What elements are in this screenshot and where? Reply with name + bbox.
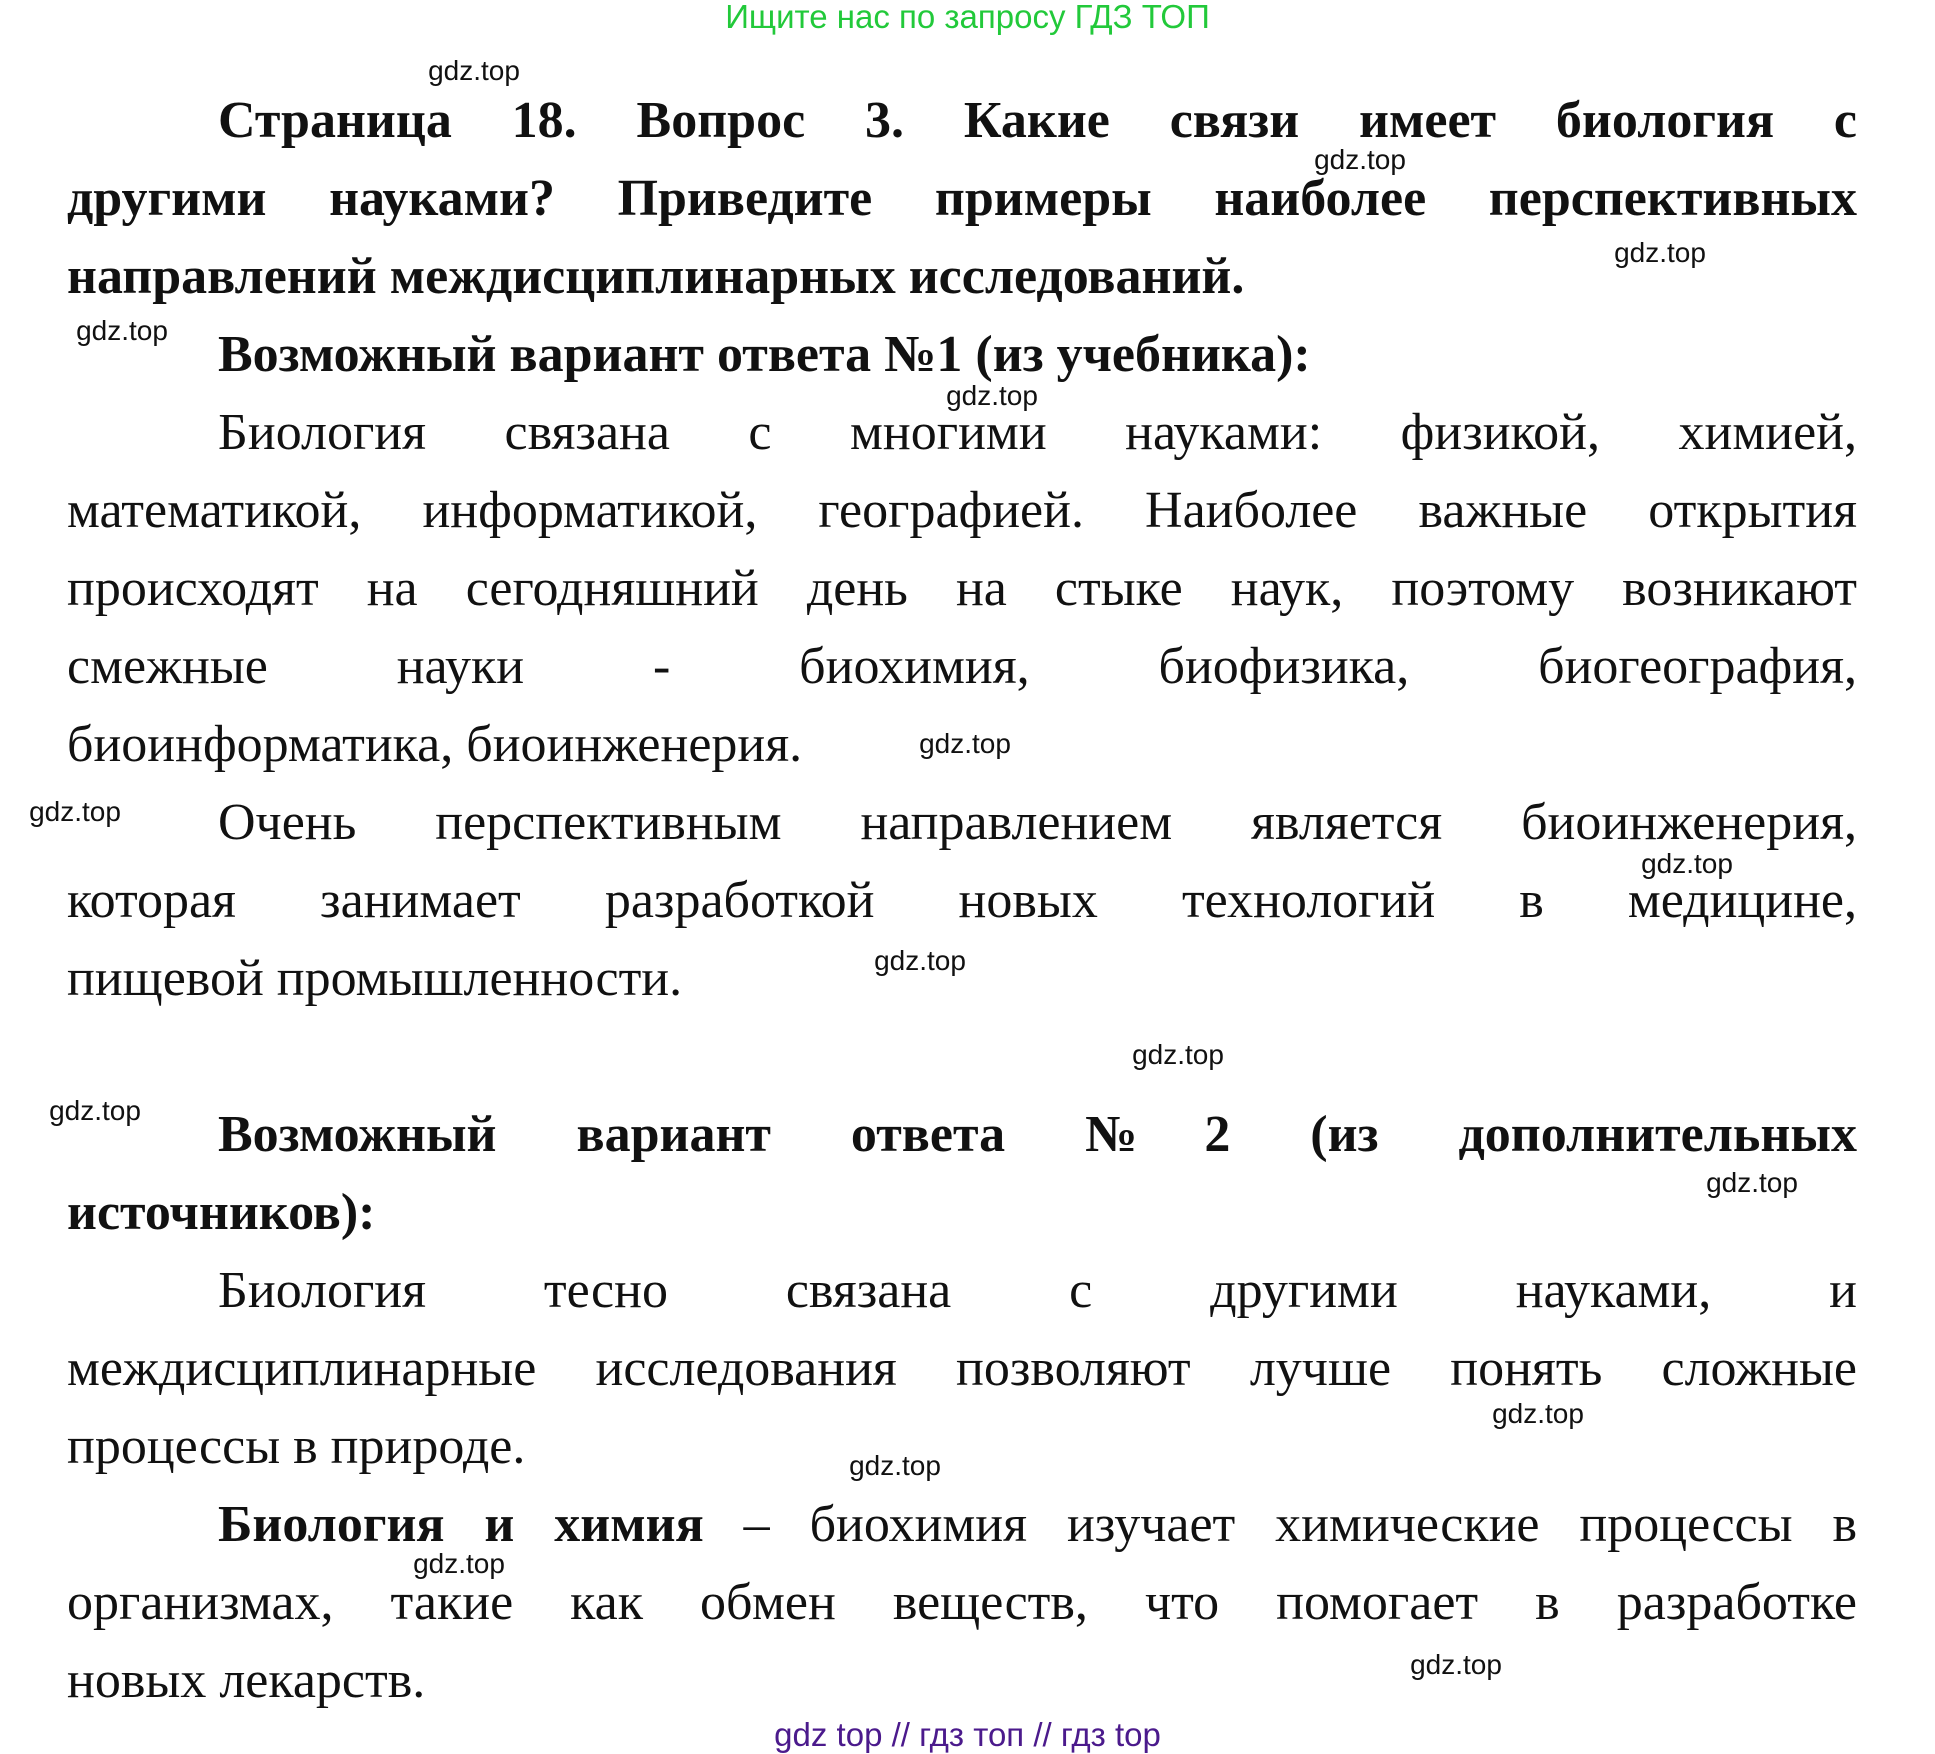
body-text: процессы в природе. (67, 1418, 526, 1475)
answer-document (67, 82, 1857, 1720)
watermark: gdz.top (1132, 1039, 1224, 1070)
body-text: организмах, такие как обмен веществ, что помогает в разработке (67, 1574, 1857, 1631)
body-text: новых лекарств. (67, 1652, 426, 1709)
body-text: математикой, информатикой, географией. Наиболее важные открытия (67, 482, 1857, 539)
body-text: смежные науки - биохимия, биофизика, биогеография, (67, 638, 1857, 695)
bold-text: Страница 18. Вопрос 3. Какие связи имеет биология с (218, 92, 1857, 149)
text-line (67, 1174, 1857, 1252)
body-text: Биология тесно связана с другими науками, и (218, 1262, 1857, 1319)
bold-text: источников): (67, 1184, 376, 1241)
watermark: gdz.top (29, 796, 121, 827)
text-line (67, 1252, 1857, 1330)
body-text: Очень перспективным направлением является биоинженерия, (218, 794, 1857, 851)
bold-text: направлений междисциплинарных исследований. (67, 248, 1245, 305)
text-line (67, 238, 1857, 316)
text-line (67, 628, 1857, 706)
watermark: gdz.top (919, 728, 1011, 759)
body-text: происходят на сегодняшний день на стыке наук, поэтому возникают (67, 560, 1857, 617)
watermark: gdz.top (874, 945, 966, 976)
body-text: биоинформатика, биоинженерия. (67, 716, 803, 773)
watermark: gdz.top (76, 315, 168, 346)
watermark: gdz.top (428, 55, 520, 86)
watermark: gdz.top (49, 1095, 141, 1126)
text-line (67, 1642, 1857, 1720)
watermark: gdz.top (1706, 1167, 1798, 1198)
watermark: gdz.top (946, 380, 1038, 411)
text-line (67, 160, 1857, 238)
text-line (67, 1564, 1857, 1642)
watermark: gdz.top (1314, 144, 1406, 175)
body-text: – биохимия изучает химические процессы в (703, 1496, 1857, 1553)
bold-text: Возможный вариант ответа №2 (из дополнительных (218, 1106, 1857, 1163)
body-text: Биология связана с многими науками: физикой, химией, (218, 404, 1857, 461)
footer-links: gdz top // гдз топ // гдз top (774, 1716, 1161, 1753)
text-line (67, 862, 1857, 940)
text-line (67, 784, 1857, 862)
body-text: междисциплинарные исследования позволяют лучше понять сложные (67, 1340, 1857, 1397)
watermark: gdz.top (1410, 1649, 1502, 1680)
bold-text: Биология и химия (218, 1496, 704, 1553)
search-banner: Ищите нас по запросу ГДЗ ТОП (725, 0, 1210, 35)
text-line (67, 1408, 1857, 1486)
bold-text: Возможный вариант ответа №1 (из учебника): (218, 326, 1311, 383)
text-line (67, 1018, 1857, 1096)
body-text: пищевой промышленности. (67, 950, 683, 1007)
watermark: gdz.top (849, 1450, 941, 1481)
watermark: gdz.top (1492, 1398, 1584, 1429)
text-line (67, 82, 1857, 160)
watermark: gdz.top (1641, 848, 1733, 879)
body-text: которая занимает разработкой новых технологий в медицине, (67, 872, 1857, 929)
text-line (67, 550, 1857, 628)
text-line (67, 1096, 1857, 1174)
text-line (67, 1486, 1857, 1564)
text-line (67, 472, 1857, 550)
bold-text: другими науками? Приведите примеры наиболее перспективных (67, 170, 1857, 227)
watermark: gdz.top (1614, 237, 1706, 268)
watermark: gdz.top (413, 1548, 505, 1579)
text-line (67, 1330, 1857, 1408)
